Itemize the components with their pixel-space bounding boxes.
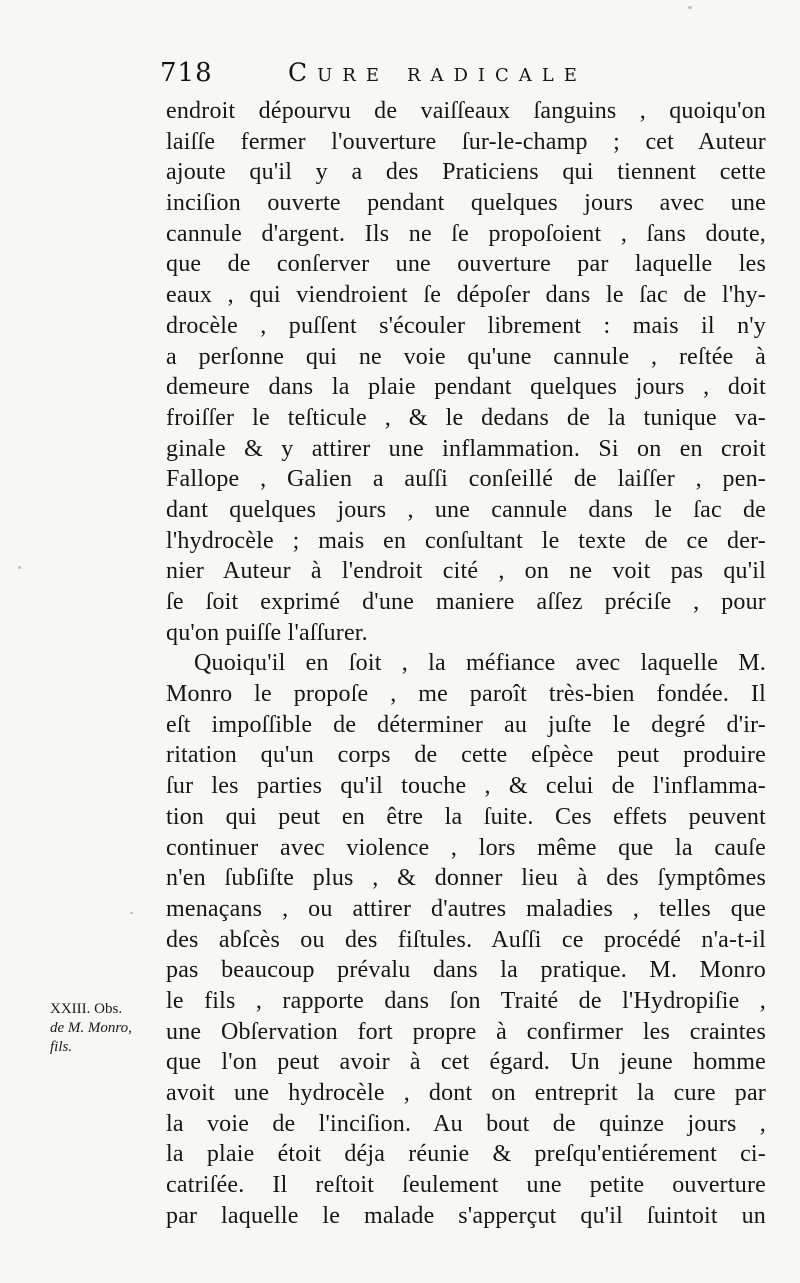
text-line: l'hydrocèle ; mais en conſultant le texte de ce der- bbox=[166, 527, 766, 554]
paper-speck bbox=[18, 566, 21, 569]
text-line: ajoute qu'il y a des Praticiens qui tiennent cette bbox=[166, 159, 766, 186]
text-line: eaux , qui viendroient ſe dépoſer dans le ſac de l'hy- bbox=[166, 282, 766, 309]
paragraph-start-line: Quoiqu'il en ſoit , la méfiance avec laquelle M. bbox=[194, 650, 766, 677]
body-text bbox=[166, 96, 766, 1231]
running-title: Cure radicale bbox=[288, 58, 587, 87]
text-line: Monro le propoſe , me paroît très-bien fondée. Il bbox=[166, 681, 766, 708]
text-line: froiſſer le teſticule , & le dedans de la tunique va- bbox=[166, 404, 766, 431]
text-line: une Obſervation fort propre à confirmer les craintes bbox=[166, 1018, 766, 1045]
text-line: que de conſerver une ouverture par laquelle les bbox=[166, 251, 766, 278]
margin-note-author: de M. Monro, bbox=[50, 1020, 132, 1036]
text-line: ſur les parties qu'il touche , & celui de l'inflamma- bbox=[166, 773, 766, 800]
text-line: Fallope , Galien a auſſi conſeillé de laiſſer , pen- bbox=[166, 466, 766, 493]
text-line: eſt impoſſible de déterminer au juſte le degré d'ir- bbox=[166, 711, 766, 738]
text-line: a perſonne qui ne voie qu'une cannule , reſtée à bbox=[166, 343, 766, 370]
text-line: menaçans , ou attirer d'autres maladies , telles que bbox=[166, 895, 766, 922]
margin-note bbox=[50, 1000, 168, 1057]
text-line: que l'on peut avoir à cet égard. Un jeune homme bbox=[166, 1049, 766, 1076]
text-line: le fils , rapporte dans ſon Traité de l'Hydropiſie , bbox=[166, 987, 766, 1014]
text-line: catriſée. Il reſtoit ſeulement une petite ouverture bbox=[166, 1172, 766, 1199]
text-line: drocèle , puſſent s'écouler librement : mais il n'y bbox=[166, 312, 766, 339]
text-line: laiſſe fermer l'ouverture ſur-le-champ ; cet Auteur bbox=[166, 128, 766, 155]
text-line: ſe ſoit exprimé d'une maniere aſſez préciſe , pour bbox=[166, 589, 766, 615]
text-line: tion qui peut en être la ſuite. Ces effets peuvent bbox=[166, 803, 766, 830]
text-line: nier Auteur à l'endroit cité , on ne voit pas qu'il bbox=[166, 558, 766, 585]
text-line: des abſcès ou des fiſtules. Auſſi ce procédé n'a-t-il bbox=[166, 926, 766, 953]
text-line: par laquelle le malade s'apperçut qu'il ſuintoit un bbox=[166, 1202, 766, 1229]
text-line: demeure dans la plaie pendant quelques jours , doit bbox=[166, 374, 766, 401]
paper-speck bbox=[130, 912, 133, 914]
text-line: ritation qu'un corps de cette eſpèce peut produire bbox=[166, 742, 766, 769]
text-line: endroit dépourvu de vaiſſeaux ſanguins , quoiqu'on bbox=[166, 98, 766, 124]
margin-note-observation: XXIII. Obs. bbox=[50, 1001, 123, 1017]
text-line: n'en ſubſiſte plus , & donner lieu à des ſymptômes bbox=[166, 865, 766, 892]
text-line: la voie de l'inciſion. Au bout de quinze jours , bbox=[166, 1110, 766, 1137]
text-line: dant quelques jours , une cannule dans le ſac de bbox=[166, 496, 766, 523]
page-number: 718 bbox=[160, 58, 213, 88]
margin-note-fils: fils. bbox=[50, 1039, 73, 1055]
text-line: continuer avec violence , lors même que la cauſe bbox=[166, 834, 766, 861]
text-line: pas beaucoup prévalu dans la pratique. M. Monro bbox=[166, 957, 766, 984]
text-line: inciſion ouverte pendant quelques jours avec une bbox=[166, 190, 766, 217]
text-line: la plaie étoit déja réunie & preſqu'entiérement ci- bbox=[166, 1141, 766, 1168]
page-header bbox=[160, 58, 770, 94]
text-line: cannule d'argent. Ils ne ſe propoſoient , ſans doute, bbox=[166, 220, 766, 247]
paper-speck bbox=[688, 6, 692, 9]
text-line: avoit une hydrocèle , dont on entreprit la cure par bbox=[166, 1080, 766, 1106]
text-line: qu'on puiſſe l'aſſurer. bbox=[166, 619, 368, 646]
text-line: ginale & y attirer une inflammation. Si on en croit bbox=[166, 435, 766, 462]
